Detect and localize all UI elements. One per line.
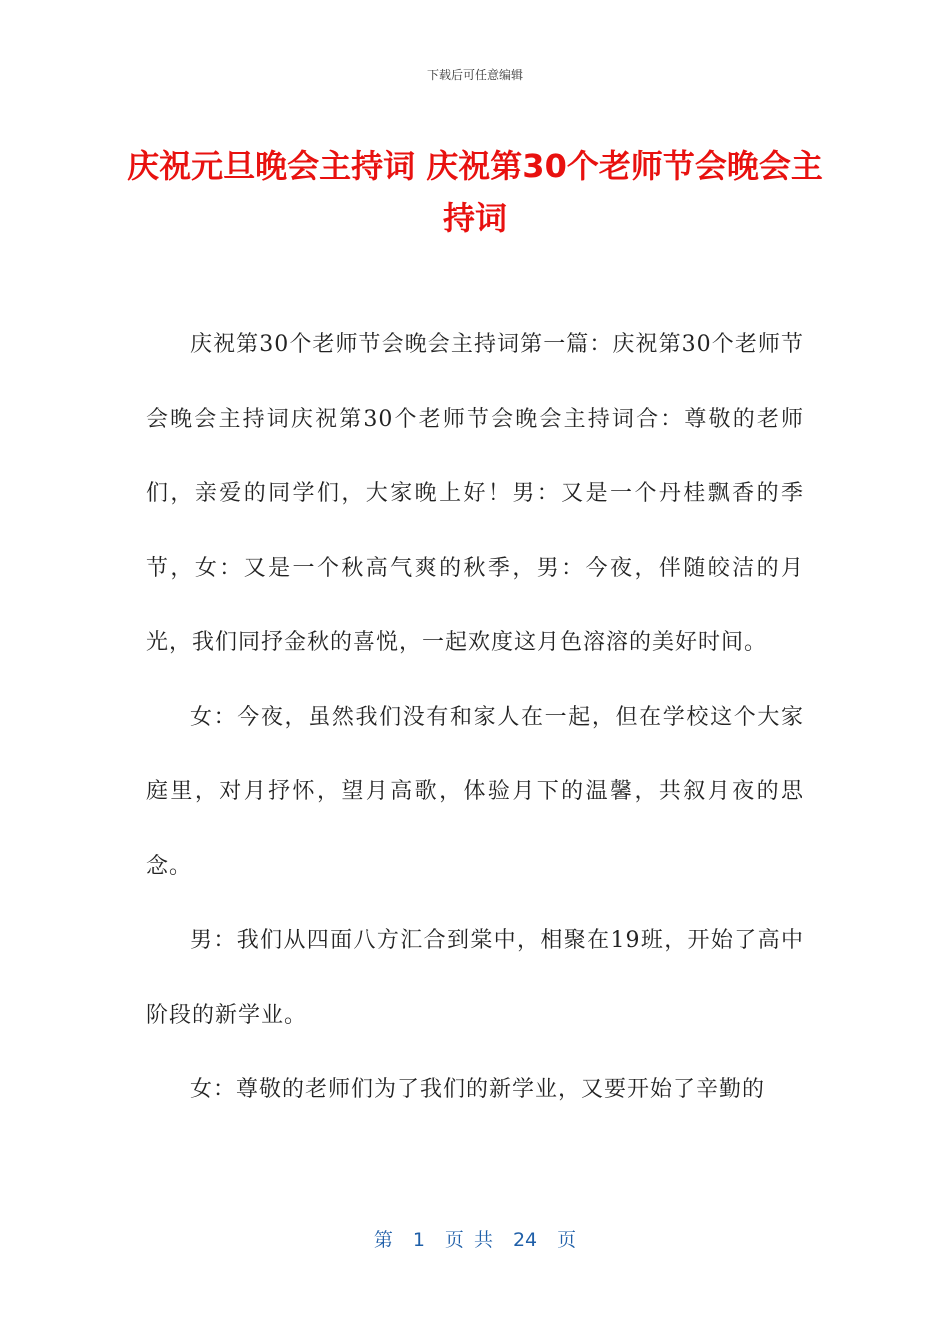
page-suffix: 页 (557, 1229, 577, 1251)
page-prefix: 第 (373, 1229, 393, 1251)
header-note: 下载后可任意编辑 (426, 68, 523, 82)
page-mid: 页 共 (444, 1229, 493, 1251)
paragraph: 女：尊敬的老师们为了我们的新学业，又要开始了辛勤的 (190, 1077, 766, 1102)
paragraph: 庆祝第30个老师节会晚会主持词第一篇：庆祝第30个老师节会晚会主持词庆祝第30个老师节会晚会主持词合：尊敬的老师们，亲爱的同学们，大家晚上好！男：又是一个丹桂飘香的季节，女：又是一个秋高气爽的秋季，男：今夜，伴随皎洁的月光，我们同抒金秋的喜悦，一起欢度这月色溶溶的美好时间。 (146, 332, 804, 655)
paragraph: 男：我们从四面八方汇合到棠中，相聚在19班，开始了高中阶段的新学业。 (146, 928, 804, 1028)
document-title: 庆祝元旦晚会主持词 庆祝第30个老师节会晚会主持词 (127, 147, 823, 237)
current-page-number: 1 (412, 1229, 425, 1251)
document-body (146, 308, 804, 1128)
total-pages-number: 24 (512, 1229, 538, 1251)
page-footer (0, 1225, 950, 1252)
paragraph: 女：今夜，虽然我们没有和家人在一起，但在学校这个大家庭里，对月抒怀，望月高歌，体验月下的温馨，共叙月夜的思念。 (146, 704, 804, 879)
